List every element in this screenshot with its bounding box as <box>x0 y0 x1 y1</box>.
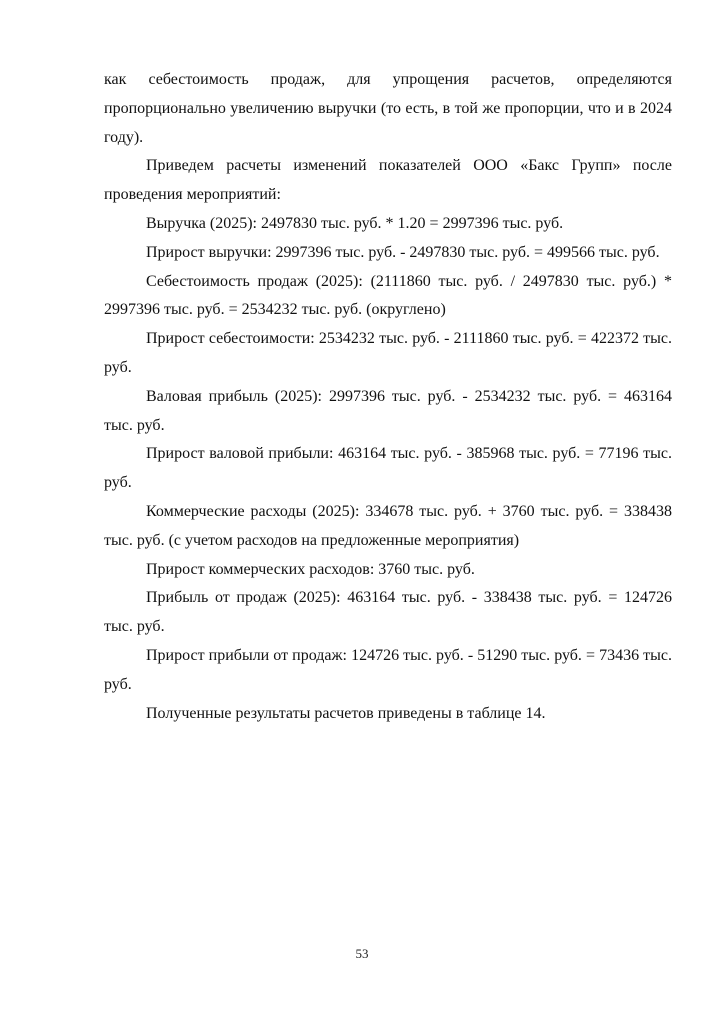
paragraph-intro-calculations: Приведем расчеты изменений показателей ООО «Бакс Групп» после проведения мероприятий: <box>104 157 672 204</box>
paragraph-selling-expenses-growth: Прирост коммерческих расходов: 3760 тыс. руб. <box>146 560 475 578</box>
paragraph-sales-profit-growth: Прирост прибыли от продаж: 124726 тыс. руб. - 51290 тыс. руб. = 73436 тыс. руб. <box>104 646 672 693</box>
paragraph-continuation: как себестоимость продаж, для упрощения расчетов, определяются пропорционально увеличению выручки (то есть, в той же пропорции, что и в 2024 году). <box>104 71 672 146</box>
document-body <box>104 66 672 728</box>
paragraph-selling-expenses-2025: Коммерческие расходы (2025): 334678 тыс. руб. + 3760 тыс. руб. = 338438 тыс. руб. (с учетом расходов на предложенные мероприятия) <box>104 502 672 549</box>
paragraph-cost-of-sales-2025: Себестоимость продаж (2025): (2111860 тыс. руб. / 2497830 тыс. руб.) * 2997396 тыс. руб. = 2534232 тыс. руб. (округлено) <box>104 272 672 319</box>
paragraph-sales-profit-2025: Прибыль от продаж (2025): 463164 тыс. руб. - 338438 тыс. руб. = 124726 тыс. руб. <box>104 589 672 636</box>
page-number: 53 <box>355 946 369 961</box>
paragraph-revenue-growth: Прирост выручки: 2997396 тыс. руб. - 2497830 тыс. руб. = 499566 тыс. руб. <box>146 243 660 261</box>
paragraph-revenue-2025: Выручка (2025): 2497830 тыс. руб. * 1.20 = 2997396 тыс. руб. <box>146 214 564 232</box>
paragraph-gross-profit-2025: Валовая прибыль (2025): 2997396 тыс. руб. - 2534232 тыс. руб. = 463164 тыс. руб. <box>104 387 672 434</box>
paragraph-cost-growth: Прирост себестоимости: 2534232 тыс. руб. - 2111860 тыс. руб. = 422372 тыс. руб. <box>104 330 672 376</box>
paragraph-results-reference: Полученные результаты расчетов приведены в таблице 14. <box>146 704 546 722</box>
paragraph-gross-profit-growth: Прирост валовой прибыли: 463164 тыс. руб. - 385968 тыс. руб. = 77196 тыс. руб. <box>104 445 672 492</box>
